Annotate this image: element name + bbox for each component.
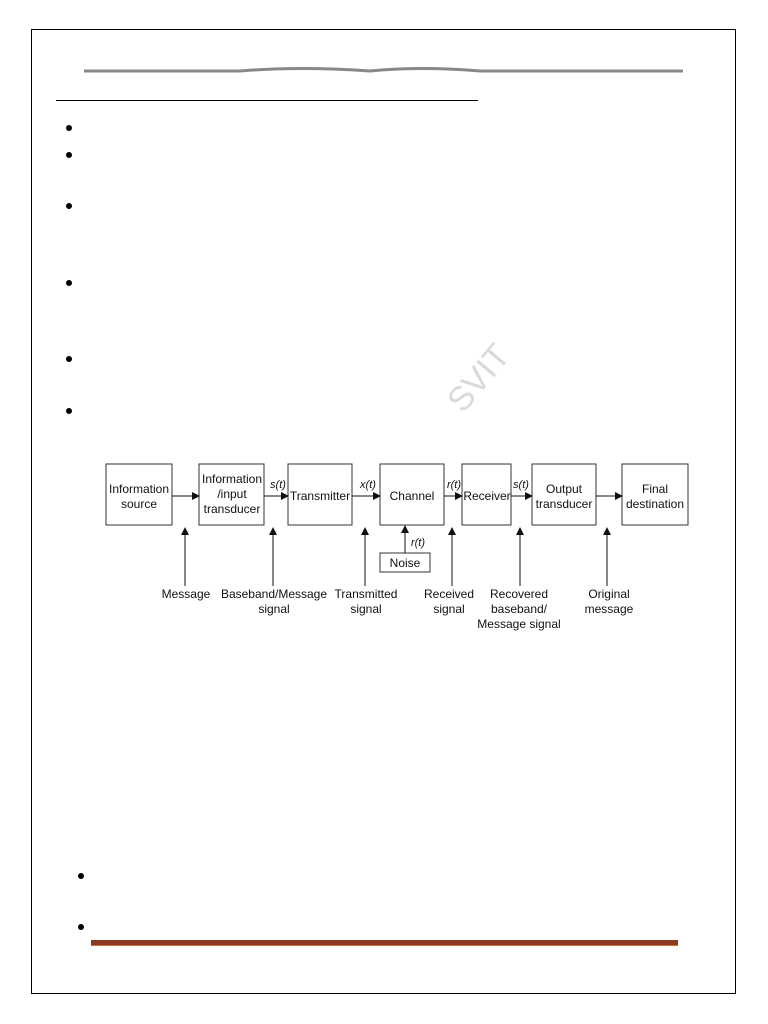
signal-noise: r(t) [410, 537, 426, 549]
signal-r: r(t) [446, 479, 462, 491]
label-information-source: Information [108, 482, 170, 496]
label-received: Received [423, 587, 475, 601]
label-message: Message [161, 587, 211, 601]
bullet [78, 924, 84, 930]
label-final-destination: Final [641, 482, 669, 496]
label-receiver: Receiver [463, 489, 511, 503]
signal-x: x(t) [360, 479, 376, 491]
footer-rule [91, 940, 678, 946]
bullet [78, 873, 84, 879]
label-output-transducer: Output [545, 482, 583, 496]
signal-s-in: s(t) [270, 479, 286, 491]
label-baseband: Baseband/Message [220, 587, 328, 601]
label-final-destination: destination [625, 497, 685, 511]
label-input-transducer: /input [217, 487, 247, 501]
label-noise: Noise [389, 556, 421, 570]
label-input-transducer: transducer [203, 502, 261, 516]
label-recovered: Recovered [489, 587, 549, 601]
label-transmitted: Transmitted [334, 587, 398, 601]
label-recovered: baseband/ [490, 602, 548, 616]
label-transmitter: Transmitter [289, 489, 351, 503]
label-information-source: source [120, 497, 158, 511]
label-recovered: Message signal [477, 617, 561, 631]
label-received: signal [433, 602, 465, 616]
label-output-transducer: transducer [535, 497, 593, 511]
watermark: SVIT [440, 337, 518, 420]
signal-s-out: s(t) [513, 479, 529, 491]
label-transmitted: signal [350, 602, 382, 616]
label-original: message [584, 602, 634, 616]
label-original: Original [588, 587, 630, 601]
label-channel: Channel [389, 489, 435, 503]
label-baseband: signal [258, 602, 290, 616]
label-input-transducer: Information [201, 472, 263, 486]
